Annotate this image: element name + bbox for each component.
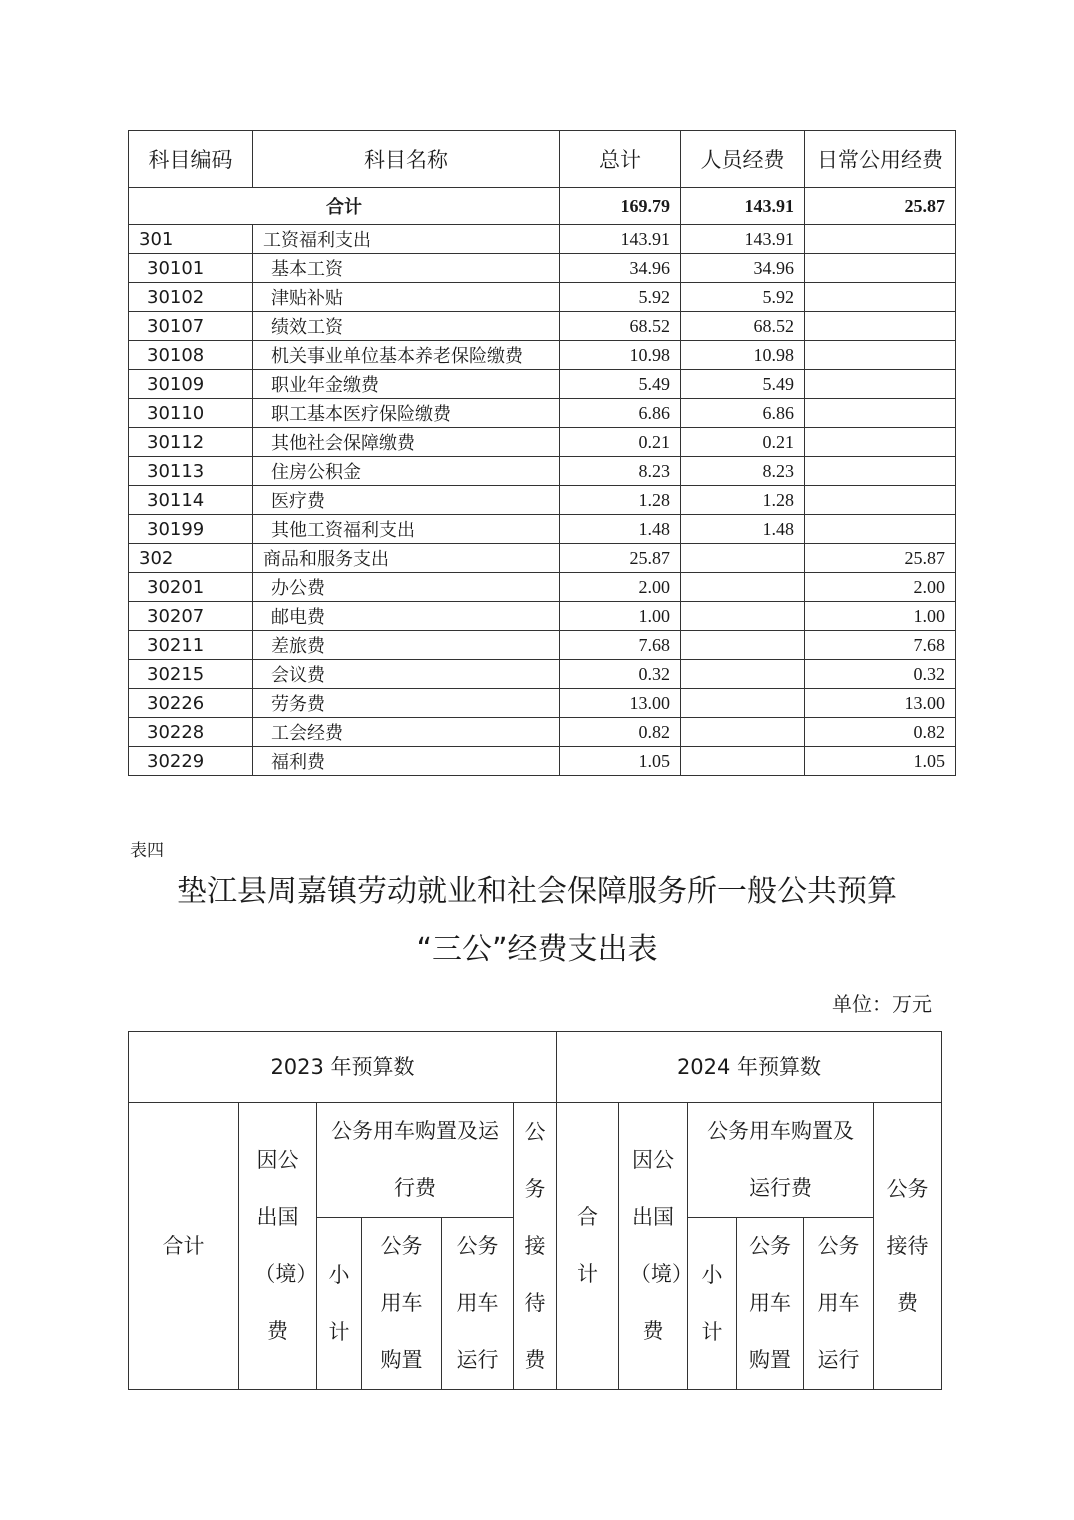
row-name: 差旅费	[253, 631, 560, 660]
table-row	[129, 457, 956, 486]
row-name: 住房公积金	[253, 457, 560, 486]
row-personnel: 8.23	[681, 457, 805, 486]
row-public	[805, 312, 956, 341]
row-public	[805, 283, 956, 312]
table-row	[129, 718, 956, 747]
row-personnel	[681, 544, 805, 573]
row-code: 30102	[129, 283, 253, 312]
row-personnel: 1.48	[681, 515, 805, 544]
row-code: 30215	[129, 660, 253, 689]
row-code: 30201	[129, 573, 253, 602]
row-name: 医疗费	[253, 486, 560, 515]
row-code: 30101	[129, 254, 253, 283]
table-row	[129, 631, 956, 660]
row-code: 30199	[129, 515, 253, 544]
total-label: 合计	[129, 188, 560, 225]
col-reception-2024: 公务接待费	[874, 1103, 942, 1390]
row-name: 会议费	[253, 660, 560, 689]
row-public: 25.87	[805, 544, 956, 573]
row-total: 1.00	[560, 602, 681, 631]
row-total: 25.87	[560, 544, 681, 573]
row-name: 商品和服务支出	[253, 544, 560, 573]
row-total: 34.96	[560, 254, 681, 283]
col-vehicle-group-2023: 公务用车购置及运行费	[317, 1103, 514, 1218]
total-public: 25.87	[805, 188, 956, 225]
row-code: 30228	[129, 718, 253, 747]
three-public-expenses-table	[128, 1031, 942, 1390]
row-name: 工资福利支出	[253, 225, 560, 254]
row-name: 工会经费	[253, 718, 560, 747]
table-row	[129, 399, 956, 428]
row-public: 2.00	[805, 573, 956, 602]
page-title-line1: 垫江县周嘉镇劳动就业和社会保障服务所一般公共预算	[177, 874, 897, 909]
row-name: 机关事业单位基本养老保险缴费	[253, 341, 560, 370]
table-row	[129, 225, 956, 254]
row-total: 5.92	[560, 283, 681, 312]
row-code: 30113	[129, 457, 253, 486]
row-personnel: 6.86	[681, 399, 805, 428]
row-public	[805, 486, 956, 515]
table-row	[129, 254, 956, 283]
row-total: 1.05	[560, 747, 681, 776]
table-row	[129, 312, 956, 341]
basic-expenditure-table	[128, 130, 956, 776]
row-public	[805, 457, 956, 486]
row-personnel	[681, 747, 805, 776]
row-code: 30110	[129, 399, 253, 428]
row-total: 10.98	[560, 341, 681, 370]
row-public	[805, 515, 956, 544]
table-number: 表四	[130, 841, 164, 861]
row-total: 6.86	[560, 399, 681, 428]
row-code: 30211	[129, 631, 253, 660]
row-code: 302	[129, 544, 253, 573]
row-personnel: 34.96	[681, 254, 805, 283]
total-value: 169.79	[560, 188, 681, 225]
row-public: 7.68	[805, 631, 956, 660]
row-total: 68.52	[560, 312, 681, 341]
row-total: 1.48	[560, 515, 681, 544]
row-code: 30107	[129, 312, 253, 341]
row-public: 1.00	[805, 602, 956, 631]
header-total: 总计	[560, 131, 681, 188]
table-row	[129, 486, 956, 515]
row-personnel	[681, 689, 805, 718]
row-personnel	[681, 631, 805, 660]
row-public	[805, 399, 956, 428]
header-personnel: 人员经费	[681, 131, 805, 188]
col-subtotal-2023: 小计	[317, 1218, 362, 1390]
table-row	[129, 428, 956, 457]
row-code: 30109	[129, 370, 253, 399]
table-row	[129, 370, 956, 399]
row-personnel	[681, 573, 805, 602]
header-name: 科目名称	[253, 131, 560, 188]
col-purchase-2024: 公务用车购置	[737, 1218, 804, 1390]
row-name: 职工基本医疗保险缴费	[253, 399, 560, 428]
col-operation-2024: 公务用车运行	[804, 1218, 874, 1390]
row-total: 13.00	[560, 689, 681, 718]
row-name: 办公费	[253, 573, 560, 602]
col-abroad-2024: 因公出国（境）费	[619, 1103, 688, 1390]
row-code: 30226	[129, 689, 253, 718]
row-public	[805, 341, 956, 370]
header-code: 科目编码	[129, 131, 253, 188]
row-name: 基本工资	[253, 254, 560, 283]
row-total: 8.23	[560, 457, 681, 486]
row-code: 30108	[129, 341, 253, 370]
row-personnel: 1.28	[681, 486, 805, 515]
col-operation-2023: 公务用车运行	[442, 1218, 514, 1390]
total-row	[129, 188, 956, 225]
unit-label: 单位：万元	[832, 992, 932, 1016]
row-total: 1.28	[560, 486, 681, 515]
row-personnel	[681, 718, 805, 747]
row-personnel	[681, 602, 805, 631]
row-code: 30229	[129, 747, 253, 776]
row-public	[805, 225, 956, 254]
row-code: 30112	[129, 428, 253, 457]
table-row	[129, 689, 956, 718]
row-name: 劳务费	[253, 689, 560, 718]
col-total-2024: 合计	[557, 1103, 619, 1390]
row-personnel: 68.52	[681, 312, 805, 341]
row-name: 职业年金缴费	[253, 370, 560, 399]
row-name: 其他社会保障缴费	[253, 428, 560, 457]
row-code: 301	[129, 225, 253, 254]
row-name: 邮电费	[253, 602, 560, 631]
row-code: 30114	[129, 486, 253, 515]
row-personnel: 143.91	[681, 225, 805, 254]
row-public	[805, 254, 956, 283]
col-total-2023: 合计	[129, 1103, 239, 1390]
row-total: 7.68	[560, 631, 681, 660]
row-name: 绩效工资	[253, 312, 560, 341]
col-purchase-2023: 公务用车购置	[362, 1218, 442, 1390]
year-2024-header: 2024 年预算数	[557, 1032, 942, 1103]
row-personnel: 10.98	[681, 341, 805, 370]
page-title-line2: “三公”经费支出表	[416, 932, 658, 967]
row-personnel: 5.92	[681, 283, 805, 312]
header-public: 日常公用经费	[805, 131, 956, 188]
row-public	[805, 370, 956, 399]
col-subtotal-2024: 小计	[688, 1218, 737, 1390]
row-public: 0.32	[805, 660, 956, 689]
table-header-row	[129, 131, 956, 188]
row-personnel: 5.49	[681, 370, 805, 399]
row-public: 1.05	[805, 747, 956, 776]
table-row	[129, 602, 956, 631]
row-total: 143.91	[560, 225, 681, 254]
row-public	[805, 428, 956, 457]
table-row	[129, 573, 956, 602]
table-row	[129, 515, 956, 544]
col-vehicle-group-2024: 公务用车购置及运行费	[688, 1103, 874, 1218]
row-code: 30207	[129, 602, 253, 631]
row-public: 13.00	[805, 689, 956, 718]
table-row	[129, 283, 956, 312]
year-2023-header: 2023 年预算数	[129, 1032, 557, 1103]
table-row	[129, 660, 956, 689]
row-name: 津贴补贴	[253, 283, 560, 312]
row-total: 5.49	[560, 370, 681, 399]
row-total: 0.21	[560, 428, 681, 457]
row-total: 0.32	[560, 660, 681, 689]
row-name: 福利费	[253, 747, 560, 776]
row-personnel: 0.21	[681, 428, 805, 457]
table-row	[129, 747, 956, 776]
col-abroad-2023: 因公出国（境）费	[239, 1103, 317, 1390]
row-total: 0.82	[560, 718, 681, 747]
table-row	[129, 544, 956, 573]
total-personnel: 143.91	[681, 188, 805, 225]
row-total: 2.00	[560, 573, 681, 602]
row-name: 其他工资福利支出	[253, 515, 560, 544]
table-row	[129, 341, 956, 370]
row-public: 0.82	[805, 718, 956, 747]
col-reception-2023: 公务接待费	[514, 1103, 557, 1390]
row-personnel	[681, 660, 805, 689]
